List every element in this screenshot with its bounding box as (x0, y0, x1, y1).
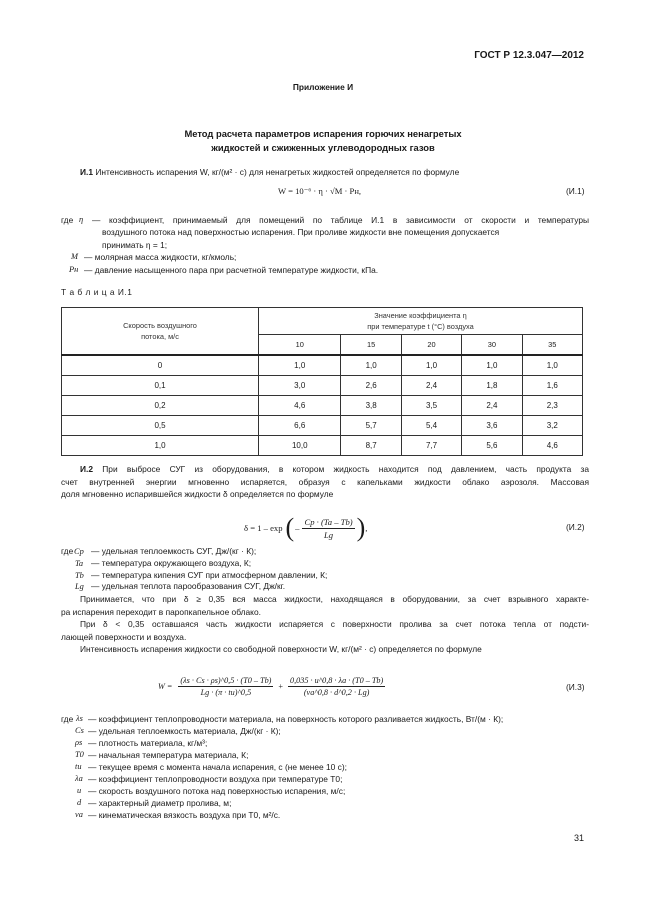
title-line-2: жидкостей и сжиженных углеводородных газов (211, 142, 435, 153)
table-row (62, 355, 583, 376)
formula-i2: δ = 1 – exp ( – $\frac{Cp \cdot (Ta - Tb)}{Lg}$ ) , (244, 513, 368, 542)
p3-line: Интенсивность испарения жидкости со свободной поверхности W, кг/(м² · с) определяется по формуле (80, 644, 482, 655)
group-header-line-1: Значение коэффициента η (374, 311, 467, 320)
value-cell: 3,5 (401, 396, 461, 416)
f2-fraction (302, 517, 354, 540)
value-cell: 5,6 (462, 436, 522, 456)
s2-line-3: доля мгновенно испарившейся жидкости δ определяется по формуле (61, 489, 334, 500)
temp-header: 35 (522, 335, 582, 356)
plus-sign: + (278, 681, 284, 691)
p-symbol: Pн (69, 264, 79, 274)
def-symbol: tи (75, 762, 82, 771)
value-cell: 10,0 (259, 436, 341, 456)
table-row (62, 436, 583, 456)
def-symbol: Tb (75, 570, 84, 580)
f2-denominator: Lg (324, 529, 334, 540)
value-cell: 7,7 (401, 436, 461, 456)
table-row (62, 376, 583, 396)
speed-cell: 0 (62, 355, 259, 376)
def-symbol: ρs (75, 738, 83, 747)
def-text: — коэффициент теплопроводности материала, на поверхность которого разливается жидкость, Вт/(м · К); (88, 714, 504, 724)
value-cell: 6,6 (259, 416, 341, 436)
f3-numerator-2: 0,035 · u^0,8 · λa · (T0 – Tb) (290, 675, 384, 685)
eta-line-3: принимать η = 1; (102, 239, 168, 250)
value-cell: 2,4 (462, 396, 522, 416)
eq-number-i3: (И.3) (566, 682, 585, 692)
temp-header: 20 (401, 335, 461, 356)
minus-sign: – (295, 523, 300, 533)
def-text: — начальная температура материала, К; (88, 750, 249, 760)
value-cell: 2,3 (522, 396, 582, 416)
value-cell: 1,0 (259, 355, 341, 376)
def-text: — температура кипения СУГ при атмосферном давлении, К; (91, 569, 328, 580)
formula-i1: W = 10⁻⁶ · η · √M · Pн, (278, 186, 362, 196)
def-text: — температура окружающего воздуха, К; (91, 557, 252, 568)
value-cell: 5,7 (341, 416, 401, 436)
def-text: — удельная теплота парообразования СУГ, Дж/кг. (91, 581, 286, 592)
p-definition: — давление насыщенного пара при расчетной температуре жидкости, кПа. (84, 264, 379, 275)
f3-lhs: W = (158, 681, 173, 691)
def-text: — плотность материала, кг/м³; (88, 738, 208, 748)
value-cell: 2,6 (341, 376, 401, 396)
s2-line-1 (61, 463, 589, 476)
section-title (0, 127, 646, 155)
s2-number: И.2 (80, 464, 94, 474)
formula-i3 (158, 666, 385, 706)
def-symbol: Lg (75, 582, 84, 592)
def-symbol: Cp (74, 547, 84, 556)
value-cell: 1,6 (522, 376, 582, 396)
speed-cell: 0,5 (62, 416, 259, 436)
s2-intro (61, 463, 589, 501)
def-symbol: λa (75, 774, 83, 783)
p2-line-1: При δ < 0,35 оставшаяся часть жидкости испаряется с поверхности пролива за счет потока тепла от подсти- (80, 619, 589, 630)
value-cell: 5,4 (401, 416, 461, 436)
value-cell: 1,0 (522, 355, 582, 376)
speed-cell: 1,0 (62, 436, 259, 456)
def-text: — кинематическая вязкость воздуха при T0, м²/с. (88, 810, 281, 820)
m-symbol: M (71, 252, 78, 262)
temp-header: 30 (462, 335, 522, 356)
value-cell: 8,7 (341, 436, 401, 456)
def-symbol: d (77, 798, 82, 807)
def-symbol: u (77, 786, 82, 795)
def-symbol: νa (75, 810, 83, 819)
p2-line-2: лающей поверхности и воздуха. (61, 631, 187, 642)
value-cell: 3,0 (259, 376, 341, 396)
f3-numerator-1: (λs · Cs · ρs)^0,5 · (T0 – Tb) (180, 675, 272, 685)
p1-line-2: ра испарения переходит в паропкапельное облако. (61, 606, 261, 617)
def-text: — удельная теплоемкость СУГ, Дж/(кг · К); (91, 546, 257, 556)
temp-header: 15 (341, 335, 401, 356)
value-cell: 2,4 (401, 376, 461, 396)
f3-denominator-2: (νa^0,8 · d^0,2 · Lg) (303, 687, 370, 697)
value-cell: 3,2 (522, 416, 582, 436)
value-cell: 1,0 (341, 355, 401, 376)
def-symbol: λs (76, 714, 83, 723)
table-row (62, 416, 583, 436)
f2-numerator: Cp · (Ta – Tb) (304, 516, 353, 527)
page-number: 31 (573, 833, 584, 843)
eq-number-i2: (И.2) (566, 522, 585, 532)
where-label-2: где (61, 546, 74, 556)
table-caption: Т а б л и ц а И.1 (61, 287, 133, 297)
eta-line-1: — коэффициент, принимаемый для помещений по таблице И.1 в зависимости от скорости и температуры (92, 215, 589, 225)
table-header-speed (62, 308, 259, 356)
def-text: — скорость воздушного потока над поверхностью испарения, м/с; (88, 786, 346, 796)
speed-header-line-2: потока, м/с (141, 332, 179, 341)
def-symbol: T0 (75, 750, 84, 759)
def-symbol: Ta (75, 558, 84, 568)
s1-number: И.1 (80, 167, 94, 177)
def-text: — коэффициент теплопроводности воздуха при температуре T0; (88, 774, 343, 784)
title-line-1: Метод расчета параметров испарения горючих ненагретых (184, 128, 462, 139)
f2-lhs: δ = 1 – exp (244, 523, 283, 533)
f3-fraction-1 (178, 676, 273, 697)
value-cell: 1,0 (401, 355, 461, 376)
def-text: — удельная теплоемкость материала, Дж/(кг · К); (88, 726, 281, 736)
table-row (62, 396, 583, 416)
table-header-group (259, 308, 583, 335)
right-bracket: ) (356, 513, 366, 542)
where-label: где (61, 215, 74, 225)
group-header-line-2: при температуре t (°С) воздуха (367, 322, 474, 331)
def-symbol: Cs (75, 726, 84, 735)
speed-cell: 0,2 (62, 396, 259, 416)
f3-denominator-1: Lg · (π · tи)^0,5 (200, 687, 252, 697)
document-code: ГОСТ Р 12.3.047—2012 (474, 50, 584, 61)
s3-defs (61, 713, 601, 821)
s1-intro-text: Интенсивность испарения W, кг/(м² · с) для ненагретых жидкостей определяется по формуле (93, 167, 460, 177)
eta-symbol: η (79, 215, 84, 224)
s2-defs (61, 546, 589, 593)
s1-where-block (61, 214, 591, 276)
speed-cell: 0,1 (62, 376, 259, 396)
def-text: — текущее время с момента начала испарения, с (не менее 10 с); (88, 762, 347, 772)
where-label-3: где (61, 714, 74, 724)
eq-number-i1: (И.1) (566, 186, 585, 196)
eta-line-2: воздушного потока над поверхностью испарения. При проливе жидкости вне помещения допускается (102, 227, 500, 238)
eta-coefficient-table (61, 307, 583, 456)
left-bracket: ( (285, 513, 295, 542)
speed-header-line-1: Скорость воздушного (123, 321, 197, 330)
m-definition: — молярная масса жидкости, кг/кмоль; (84, 252, 237, 263)
def-text: — характерный диаметр пролива, м; (88, 798, 232, 808)
s2-paragraphs (61, 593, 589, 656)
p1-line-1: Принимается, что при δ ≥ 0,35 вся масса жидкости, находящаяся в оборудовании, за счет взрывного характе- (80, 594, 589, 604)
value-cell: 3,8 (341, 396, 401, 416)
s2-line-1-text: При выбросе СУГ из оборудования, в котором жидкость находится под давлением, часть продукта за (93, 464, 589, 474)
appendix-label: Приложение И (292, 82, 354, 92)
value-cell: 4,6 (259, 396, 341, 416)
value-cell: 1,0 (462, 355, 522, 376)
value-cell: 3,6 (462, 416, 522, 436)
s2-line-2: счет внутренней энергии мгновенно испаряется, образуя с капельками жидкости облако аэрозоля. Массовая (61, 476, 589, 487)
s1-intro (80, 167, 590, 177)
value-cell: 4,6 (522, 436, 582, 456)
temp-header: 10 (259, 335, 341, 356)
f3-fraction-2 (288, 676, 385, 697)
value-cell: 1,8 (462, 376, 522, 396)
